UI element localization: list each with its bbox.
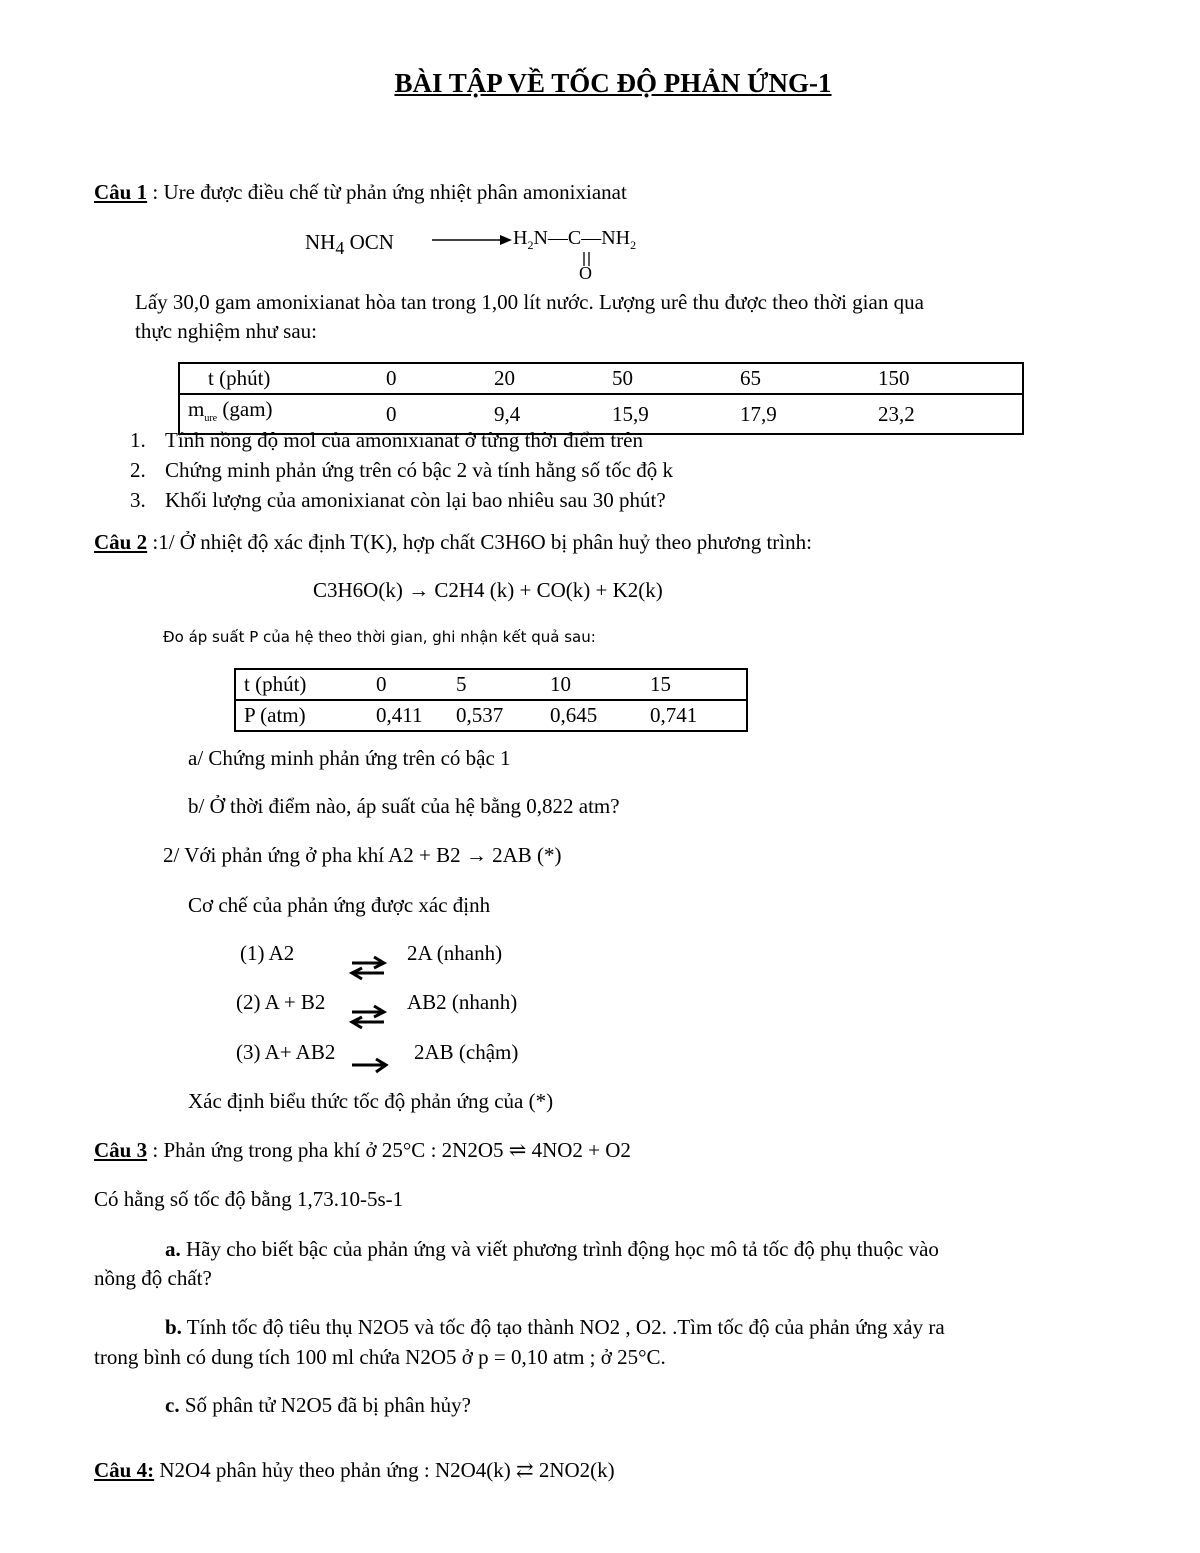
urea-reaction-arrow [430, 230, 514, 250]
list-item-text: Khối lượng của amonixianat còn lại bao nhiêu sau 30 phút? [165, 488, 666, 512]
urea-oxygen: O [579, 263, 592, 283]
q2-label: Câu 2 [94, 530, 148, 554]
table-cell: 0,411 [368, 700, 448, 731]
list-item-text: Tính nồng độ mol của amonixianat ở từng thời điểm trên [165, 428, 644, 452]
q3-intro: : Phản ứng trong pha khí ở 25°C : 2N2O5 ⇌ 4NO2 + O2 [147, 1138, 631, 1162]
q3-label: Câu 3 [94, 1138, 148, 1162]
page-title: BÀI TẬP VỀ TỐC ĐỘ PHẢN ỨNG-1 [394, 68, 832, 98]
mech-step-3-right: 2AB (chậm) [414, 1040, 519, 1064]
table-row [235, 669, 747, 700]
q1-label: Câu 1 [94, 180, 148, 204]
q2-b: b/ Ở thời điểm nào, áp suất của hệ bằng 0,822 atm? [188, 794, 620, 818]
table-cell: 9,4 [486, 394, 604, 434]
table-cell: 23,2 [870, 394, 1023, 434]
q3-heading [94, 1138, 631, 1162]
list-item: 3. [130, 488, 146, 512]
q2-equation: C3H6O(k) → C2H4 (k) + CO(k) + K2(k) [313, 578, 663, 602]
q3-c: c. Số phân tử N2O5 đã bị phân hủy? [165, 1393, 471, 1417]
q2-intro: :1/ Ở nhiệt độ xác định T(K), hợp chất C3H6O bị phân huỷ theo phương trình: [147, 530, 812, 554]
q4-text: N2O4 phân hủy theo phản ứng : N2O4(k) ⇄ 2NO2(k) [154, 1458, 615, 1482]
table-cell: 0 [368, 669, 448, 700]
q2-note: Đo áp suất P của hệ theo thời gian, ghi nhận kết quả sau: [163, 628, 596, 646]
table-cell: 50 [604, 363, 732, 394]
table-row [235, 700, 747, 731]
pressure-table [234, 668, 748, 732]
q2-part2: 2/ Với phản ứng ở pha khí A2 + B2 → 2AB (*) [163, 843, 562, 867]
table-row [179, 363, 1023, 394]
q1-intro: : Ure được điều chế từ phản ứng nhiệt phân amonixianat [147, 180, 627, 204]
q4-label: Câu 4: [94, 1458, 155, 1482]
q3-rate: Có hằng số tốc độ bằng 1,73.10-5s-1 [94, 1187, 404, 1211]
table-cell: 17,9 [732, 394, 870, 434]
table-cell: 20 [486, 363, 604, 394]
table-cell: 15 [642, 669, 747, 700]
table-cell: t (phút) [235, 669, 368, 700]
forward-arrow-icon [350, 1056, 390, 1076]
q1-heading [94, 180, 627, 204]
q4-heading [94, 1458, 615, 1482]
q1-para-line2: thực nghiệm như sau: [135, 319, 317, 343]
table-cell: 65 [732, 363, 870, 394]
q2-heading [94, 530, 812, 554]
table-cell: 0 [378, 394, 486, 434]
table-cell: 150 [870, 363, 1023, 394]
table-cell: 5 [448, 669, 542, 700]
q1-para-line1: Lấy 30,0 gam amonixianat hòa tan trong 1,00 lít nước. Lượng urê thu được theo thời gian qua [135, 290, 924, 314]
mech-step-1-left: (1) A2 [240, 941, 295, 965]
q2-mech-intro: Cơ chế của phản ứng được xác định [188, 893, 491, 917]
table-cell: 15,9 [604, 394, 732, 434]
q3-a: a. Hãy cho biết bậc của phản ứng và viết phương trình động học mô tả tốc độ phụ thuộc vào [165, 1237, 939, 1261]
urea-product: $H_2N—C—NH_2$ [513, 227, 637, 252]
equilibrium-arrow-icon [348, 954, 388, 982]
equilibrium-arrow-icon [348, 1003, 388, 1031]
list-item-text: Chứng minh phản ứng trên có bậc 2 và tính hằng số tốc độ k [165, 458, 674, 482]
list-item: 1. [130, 428, 146, 452]
mech-step-3-left: (3) A+ AB2 [236, 1040, 336, 1064]
mech-step-1-right: 2A (nhanh) [407, 941, 503, 965]
urea-table [178, 362, 1024, 435]
mech-step-2-right: AB2 (nhanh) [407, 990, 518, 1014]
q3-a-cont: nồng độ chất? [94, 1266, 212, 1290]
table-cell: P (atm) [235, 700, 368, 731]
table-cell: $m_{ure}$ (gam) [179, 394, 378, 434]
table-cell: t (phút) [179, 363, 378, 394]
table-cell: 0,645 [542, 700, 642, 731]
mech-step-2-left: (2) A + B2 [236, 990, 326, 1014]
table-cell: 10 [542, 669, 642, 700]
q3-b: b. Tính tốc độ tiêu thụ N2O5 và tốc độ tạo thành NO2 , O2. .Tìm tốc độ của phản ứng xảy ra [165, 1315, 945, 1339]
q2-conclude: Xác định biểu thức tốc độ phản ứng của (*) [188, 1089, 554, 1113]
table-cell: 0 [378, 363, 486, 394]
q3-b-cont: trong bình có dung tích 100 ml chứa N2O5 ở p = 0,10 atm ; ở 25°C. [94, 1345, 666, 1369]
urea-reactant: $NH_4$ OCN [305, 230, 394, 259]
list-item: 2. [130, 458, 146, 482]
table-cell: 0,741 [642, 700, 747, 731]
q2-a: a/ Chứng minh phản ứng trên có bậc 1 [188, 746, 511, 770]
table-cell: 0,537 [448, 700, 542, 731]
